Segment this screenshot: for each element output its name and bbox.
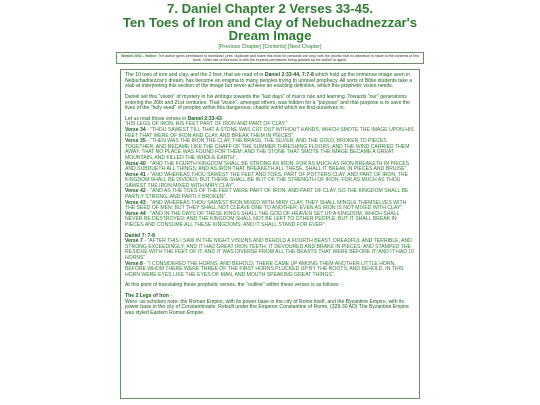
scripture-reference: Daniel 2:33-43 (187, 115, 222, 122)
verse (125, 139, 415, 161)
verse-text: - "THEN WAS THE IRON THE CLAY, THE BRASS, THE SILVER, AND THE GOLD, BROKEN TO PIECES TOGETHER, AND BECAME LIKE THE CHAFF OF THE SUMMER THRESHING FLOORS; AND THE WIND CARRIED THEM AWAY, THAT NO PLACE WAS FOUND FOR THEM: AND THE STONE THAT SMOTE THE IMAGE BECAME A GREAT MOUNTAIN, AND FILLED THE WHOLE EARTH". (125, 138, 410, 161)
intro-text: Let us read those verses in (125, 115, 188, 122)
intro-text: The 10 toes of iron and clay, and the 2 feet, that we read of in (125, 72, 265, 79)
intro-text: which hold up the immense image seen in Nebuchadnezzar's dream, has become an enigma to many peoples trying to unravel prophecy. All sorts of Bible students take a stab at interpreting this section of the image but never achieve an exacting definition, which this prophetic vision needs. (125, 72, 413, 90)
heading-suffix: - (168, 292, 172, 299)
verse-number: Verse 7 (125, 238, 143, 245)
copyright-label: Wealth 2002 - Notice (121, 53, 157, 58)
verse-text: - "AND WHEREAS THOU SAWEST IRON MIXED WITH MIRY CLAY, THEY SHALL MINGLE THEMSELVES WITH THE SEED OF MEN; BUT THEY SHALL NOT CLEAVE ONE TO ANOTHER, EVEN AS IRON IS NOT MIXED WITH CLAY". (125, 199, 407, 212)
verse-number: Verse 35 (125, 138, 146, 145)
verse-number: Verse 40 (125, 160, 146, 167)
page-title (0, 2, 540, 43)
copyright-text: : The author gives permission to download, print, duplicate and share this book for personal use only, with the proviso that no alteration is made to the contents of this book. Other use of this book is with the express permission being granted by the author or agent. (156, 53, 419, 62)
verse (125, 173, 415, 190)
verse-text: "HIS LEGS OF IRON, HIS FEET PART OF IRON AND PART OF CLAY." (125, 121, 288, 128)
intro-paragraph-1 (125, 73, 415, 90)
contents-link[interactable]: [Contents] (262, 43, 287, 50)
intro-text: . (221, 115, 224, 122)
title-line: Dream Image (228, 28, 312, 44)
verse-text: - "AND WHEREAS THOU SAWEST THE FEET AND TOES, PART OF POTTERS CLAY, AND PART OF IRON, THE KINGDOM SHALL BE DIVIDED; BUT THERE SHALL BE IN IT OF THE STRENGTH OF IRON, FOR AS MUCH AS THOU SAWEST THE IRON MIXED WITH MIRY CLAY". (125, 171, 408, 189)
verse-number: Verse 42 (125, 188, 146, 195)
verse (125, 239, 415, 261)
daniel-2-verses (125, 117, 415, 229)
verse (125, 212, 415, 229)
verse-text: - "I CONSIDERED THE HORNS, AND BEHOLD, THERE CAME UP AMONG THEM ANOTHER LITTLE HORN, BEFORE WHOM THERE WERE THREE OF THE FIRST HORNS PLUCKED UP BY THE ROOTS; AND BEHOLD, IN THIS HORN WERE EYES LIKE THE EYES OF MAN, AND MOUTH SPEAKING GREAT THINGS". (125, 260, 404, 278)
verse-text: - "AND IN THE DAYS OF THESE KINGS SHALL THE GOD OF HEAVEN SET UP A KINGDOM, WHICH SHALL NEVER BE DESTROYED: AND THE KINGDOM SHALL NOT BE LEFT TO OTHER PEOPLE, BUT IT SHALL BREAK IN PIECES AND CONSUME ALL THESE KINGDOMS, AND IT SHALL STAND FOR EVER". (125, 210, 400, 229)
scripture-reference: Daniel 2:33-44, 7:7-8 (264, 72, 314, 79)
verse-number: Verse 41 (125, 171, 146, 178)
verse-text: - "AND THE FOURTH KINGDOM SHALL BE STRONG AS IRON: FOR AS MUCH AS IRON BREAKETH IN PIECES AND SUBDUETH ALL THINGS; AND AS IRON THAT BREAKETH ALL THESE, SHALL IT BREAK IN PIECES AND BRUISE". (125, 160, 410, 173)
chapter-nav (0, 44, 540, 51)
verse-text: - "AFTER THIS I SAW IN THE NIGHT VISIONS AND BEHOLD A FOURTH BEAST, DREADFUL AND TERRIBLE, AND STRONG EXCEEDINGLY; AND IT HAD GREAT IRON TEETH; IT DEVOURED AND BRAKE IN PIECES, AND STAMPED THE RESIDUE WITH THE FEET OF IT: AND IT WAS DIVERSE FROM ALL THE BEASTS THAT WERE BEFORE IT; AND IT HAD 10 HORNS". (125, 238, 414, 261)
verse-number: Verse 34 (125, 126, 146, 133)
outline-intro: At this point of translating these prophetic verses, the "outline" within these verses is as follows: - (125, 282, 343, 289)
verse (125, 262, 415, 279)
previous-chapter-link[interactable]: [Previous Chapter] (218, 43, 262, 50)
intro-paragraph-2: Daniel set this "vision" of mystery in his writings towards the "last days" of man's rule and learning. Towards "our" generations entering the 20th and 21st centuries. That "vision", amongst others, was hidden for a "purpose" and that purpose is to save the lives of the "holy seed" of peoples within this dangerous, chaotic world which we find ourselves in. (125, 93, 410, 112)
title-line: Ten Toes of Iron and Clay of Nebuchadnezzar's (122, 14, 418, 30)
section-heading: The 2 Legs of Iron (125, 292, 169, 299)
article-body (120, 69, 420, 399)
legs-section (125, 294, 415, 316)
section-heading: Daniel 7: 7-8 (125, 232, 156, 239)
title-line: 7. Daniel Chapter 2 Verses 33-45. (167, 1, 373, 16)
daniel-7-verses (125, 234, 415, 279)
verse-text: - "THOU SAWEST TILL THAT A STONE WAS CUT OUT WITHOUT HANDS, WHICH SMOTE THE IMAGE UPON HIS FEET THAT WERE OF IRON AND CLAY, AND BREAK THEM IN PIECES". (125, 126, 414, 139)
verse-number: Verse 8 (125, 260, 143, 267)
verse-text: - "AND AS THE TOES OF THE FEET WERE PART OF IRON, AND PART OF CLAY, SO THE KINGDOM SHALL BE PARTLY STRONG, AND PARTLY BROKEN". (125, 188, 409, 201)
next-chapter-link[interactable]: [Next Chapter] (288, 43, 322, 50)
verse-number: Verse 44 (125, 210, 146, 217)
copyright-notice (116, 52, 424, 64)
verse-number: Verse 43 (125, 199, 146, 206)
section-text: Were -as scholars note- the Roman Empire, with its power base in the city of Rome itself, and the Byzantine Empire, with its power base in the city of Constantinople. Rebuilt under the Emperor Constantine of Rome, (328-30 AD) The Byzantine Empire was styled Eastern Roman Empire. (125, 298, 409, 316)
